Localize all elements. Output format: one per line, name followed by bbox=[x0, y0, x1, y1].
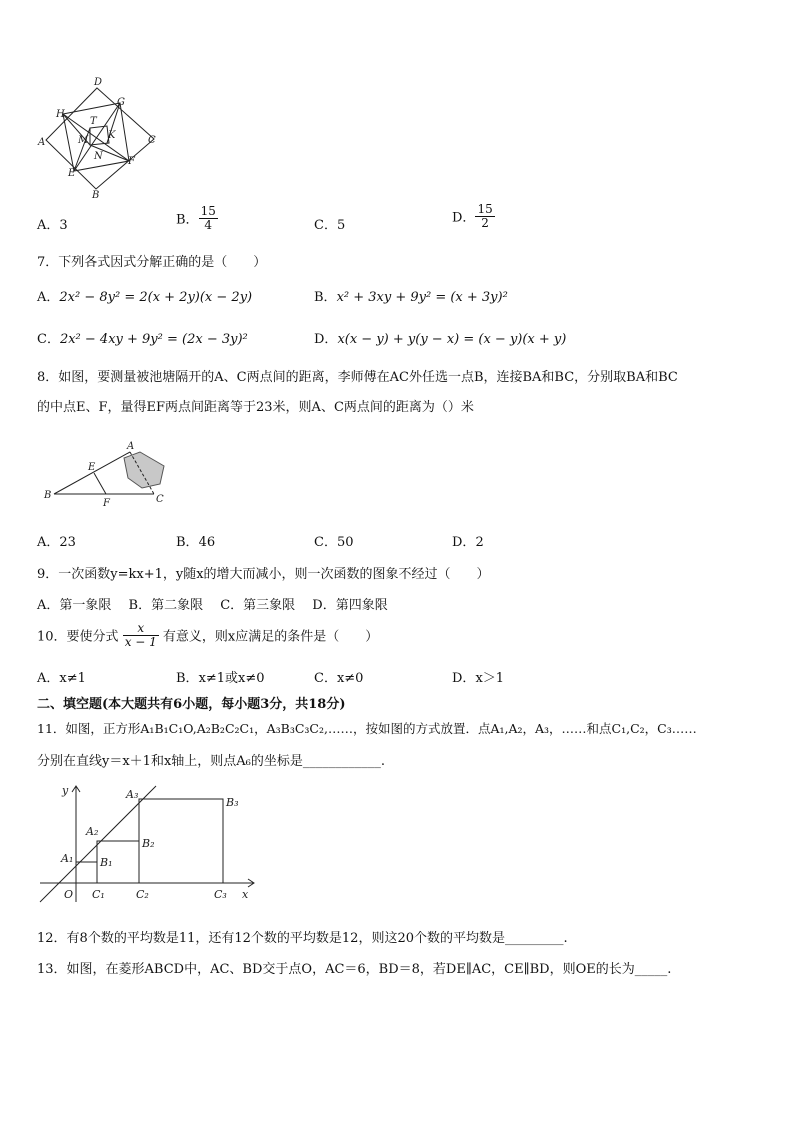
q9-options[interactable]: A．第一象限 B．第二象限 C．第三象限 D．第四象限 bbox=[37, 598, 388, 613]
label-B: B bbox=[44, 490, 52, 501]
label-B: B bbox=[92, 190, 100, 200]
q6-option-b[interactable]: B． $\frac{15}{4}$ bbox=[176, 204, 216, 232]
q11-figure bbox=[36, 780, 266, 908]
q8-figure bbox=[40, 438, 180, 510]
label-B3: B₃ bbox=[226, 796, 239, 809]
label-A: A bbox=[127, 441, 135, 452]
label-C2: C₂ bbox=[136, 888, 149, 901]
label-y: y bbox=[62, 784, 69, 797]
q8-stem-line1: 8．如图，要测量被池塘隔开的A、C两点间的距离，李师傅在AC外任选一点B，连接BA和BC，分别取BA和BC bbox=[37, 370, 678, 385]
label-K: K bbox=[108, 130, 116, 141]
label-E: E bbox=[68, 168, 76, 179]
label-H: H bbox=[56, 109, 65, 120]
q10-stem: 10．要使分式 $\frac{x}{x - 1}$ 有意义，则x应满足的条件是（ ） bbox=[37, 621, 379, 649]
label-E: E bbox=[88, 462, 96, 473]
q6-option-a[interactable]: A．3 bbox=[37, 218, 68, 233]
q12-stem: 12．有8个数的平均数是11，还有12个数的平均数是12，则这20个数的平均数是_________. bbox=[37, 931, 568, 946]
label-C: C bbox=[148, 135, 156, 146]
q11-line1: 11．如图，正方形A₁B₁C₁O,A₂B₂C₂C₁，A₃B₃C₃C₂,……，按如图的方式放置．点A₁,A₂，A₃，……和点C₁,C₂，C₃…… bbox=[37, 721, 697, 736]
square-1 bbox=[76, 862, 97, 883]
label-A3: A₃ bbox=[126, 788, 139, 801]
label-B2: B₂ bbox=[142, 837, 155, 850]
label-x: x bbox=[242, 888, 249, 901]
fraction: $\frac{x}{x - 1}$ bbox=[124, 621, 157, 649]
q7-option-c[interactable]: C．2x² − 4xy + 9y² = (2x − 3y)² bbox=[37, 332, 248, 347]
q10-option-a[interactable]: A．x≠1 bbox=[37, 671, 86, 686]
label-G: G bbox=[117, 97, 125, 108]
label-A: A bbox=[38, 137, 46, 148]
q10-option-c[interactable]: C．x≠0 bbox=[314, 671, 364, 686]
pond bbox=[124, 452, 164, 488]
q10-option-b[interactable]: B．x≠1或x≠0 bbox=[176, 671, 265, 686]
q7-stem: 7．下列各式因式分解正确的是（ ） bbox=[37, 255, 267, 270]
label-A2: A₂ bbox=[86, 825, 99, 838]
fraction: $\frac{15}{4}$ bbox=[200, 204, 216, 232]
q8-option-b[interactable]: B．46 bbox=[176, 535, 216, 550]
label-F: F bbox=[128, 156, 135, 167]
q6-figure bbox=[34, 74, 164, 200]
label-M: M bbox=[78, 135, 89, 146]
section-heading: 二、填空题(本大题共有6小题，每小题3分，共18分) bbox=[37, 697, 346, 712]
label-C: C bbox=[156, 494, 164, 505]
q7-option-d[interactable]: D．x(x − y) + y(y − x) = (x − y)(x + y) bbox=[314, 332, 567, 347]
label-A1: A₁ bbox=[61, 852, 74, 865]
q9-stem: 9．一次函数y=kx+1，y随x的增大而减小，则一次函数的图象不经过（ ） bbox=[37, 567, 490, 582]
q8-option-d[interactable]: D．2 bbox=[452, 535, 484, 550]
q8-option-a[interactable]: A．23 bbox=[37, 535, 76, 550]
q10-option-d[interactable]: D．x＞1 bbox=[452, 671, 505, 686]
label-B1: B₁ bbox=[100, 856, 113, 869]
label-C1: C₁ bbox=[92, 888, 105, 901]
fraction: $\frac{15}{2}$ bbox=[477, 202, 493, 230]
q7-option-b[interactable]: B．x² + 3xy + 9y² = (x + 3y)² bbox=[314, 290, 508, 305]
q8-stem-line2: 的中点E、F，量得EF两点间距离等于23米，则A、C两点间的距离为（）米 bbox=[37, 400, 474, 415]
label-O: O bbox=[64, 888, 74, 901]
q6-option-d[interactable]: D． $\frac{15}{2}$ bbox=[452, 202, 493, 230]
q7-option-a[interactable]: A．2x² − 8y² = 2(x + 2y)(x − 2y) bbox=[37, 290, 253, 305]
q11-line2: 分别在直线y＝x＋1和x轴上，则点A₆的坐标是____________. bbox=[37, 754, 386, 769]
q8-option-c[interactable]: C．50 bbox=[314, 535, 354, 550]
label-C3: C₃ bbox=[214, 888, 227, 901]
q6-option-c[interactable]: C．5 bbox=[314, 218, 346, 233]
label-F: F bbox=[103, 498, 110, 509]
label-N: N bbox=[94, 151, 103, 162]
label-D: D bbox=[94, 77, 103, 88]
label-T: T bbox=[90, 116, 97, 127]
q13-stem: 13．如图，在菱形ABCD中，AC、BD交于点O，AC＝6，BD＝8，若DE∥AC，CE∥BD，则OE的长为_____. bbox=[37, 962, 672, 977]
outer-square bbox=[46, 88, 154, 189]
